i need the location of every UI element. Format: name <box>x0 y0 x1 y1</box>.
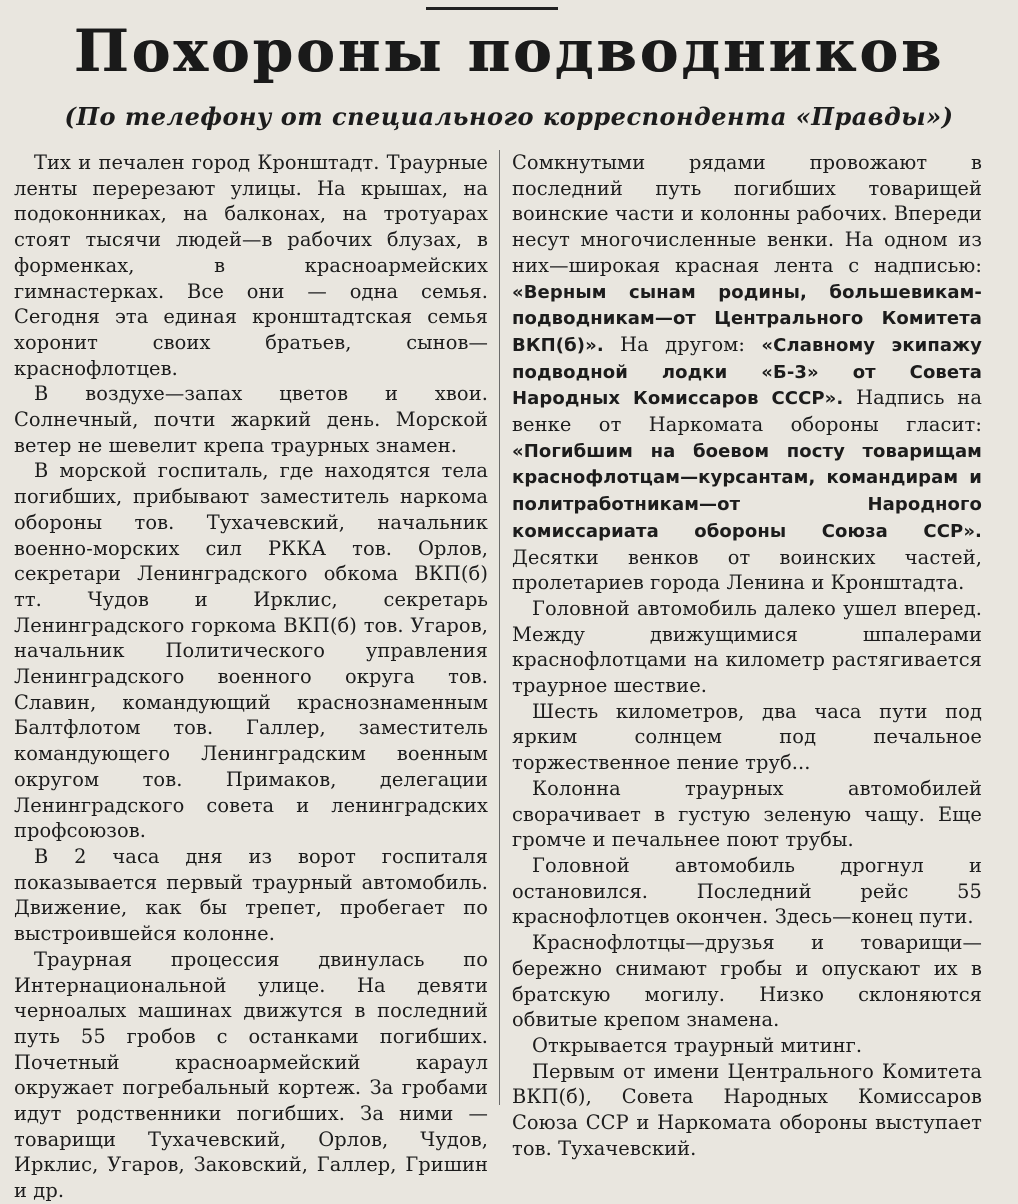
headline: Похороны подводников <box>73 17 945 85</box>
text-run: Надпись на венке от Наркомата обороны гласит: <box>512 386 982 437</box>
top-rule <box>426 7 558 10</box>
paragraph: Краснофлотцы—друзья и товарищи—бережно снимают гробы и опускают их в братскую могилу. Низко склоняются обвитые крепом знамена. <box>512 931 982 1032</box>
paragraph: Колонна траурных автомобилей сворачивает в густую зеленую чащу. Еще громче и печальнее поют трубы. <box>512 776 982 852</box>
column-divider <box>499 150 500 1105</box>
text-run: Десятки венков от воинских частей, пролетариев города Ленина и Кронштадта. <box>512 545 982 595</box>
right-column <box>512 150 982 1161</box>
paragraph: В морской госпиталь, где находятся тела погибших, прибывают заместитель наркома обороны тов. Тухачевский, начальник военно-морских сил РККА тов. Орлов, секретари Ленинградского обкома ВКП(б) тт. Чудов и Ирклис, секретарь Ленинградского горкома ВКП(б) тов. Угаров, начальник Политического управления Ленинградского военного округа тов. Славин, командующий краснознаменным Балтфлотом тов. Галлер, заместитель командующего Ленинградским военным округом тов. Примаков, делегации Ленинградского совета и ленинградских профсоюзов. <box>14 459 488 843</box>
paragraph: Головной автомобиль дрогнул и остановился. Последний рейс 55 краснофлотцев окончен. Здесь—конец пути. <box>512 853 982 929</box>
text-run: На другом: <box>603 332 762 356</box>
subtitle: (По телефону от специального корреспондента «Правды») <box>64 102 954 131</box>
paragraph: Головной автомобиль далеко ушел вперед. Между движущимися шпалерами краснофлотцами на километр растягивается траурное шествие. <box>512 596 982 698</box>
paragraph: Открывается траурный митинг. <box>532 1033 863 1057</box>
paragraph: Траурная процессия двинулась по Интернациональной улице. На девяти черноалых машинах движутся в последний путь 55 гробов с останками погибших. Почетный красноармейский караул окружает погребальный кортеж. За гробами идут родственники погибших. За ними — товарищи Тухачевский, Орлов, Чудов, Ирклис, Угаров, Заковский, Галлер, Гришин и др. <box>14 947 488 1203</box>
paragraph: В воздухе—запах цветов и хвои. Солнечный, почти жаркий день. Морской ветер не шевелит крепа траурных знамен. <box>14 382 488 457</box>
wreath-inscription-snk: «Славному экипажу подводной лодки «Б-3» от Совета Народных Комиссаров СССР». <box>512 334 982 410</box>
text-run: Сомкнутыми рядами провожают в последний путь погибших товарищей воинские части и колонны рабочих. Впереди несут многочисленные венки. На одном из них—широкая красная лента с надписью: <box>512 151 982 277</box>
wreath-inscription-nko: «Погибшим на боевом посту товарищам краснофлотцам—курсантам, командирам и политработникам—от Народного комиссариата обороны Союза ССР». <box>512 440 982 542</box>
left-column <box>14 150 488 1204</box>
paragraph: В 2 часа дня из ворот госпиталя показывается первый траурный автомобиль. Движение, как бы трепет, пробегает по выстроившейся колонне. <box>14 844 488 946</box>
paragraph-wreaths <box>512 150 982 596</box>
wreath-inscription-cc: «Верным сынам родины, большевикам-подводникам—от Центрального Комитета ВКП(б)». <box>512 281 982 356</box>
paragraph: Шесть километров, два часа пути под ярким солнцем под печальное торжественное пение труб... <box>512 699 982 775</box>
paragraph: Тих и печален город Кронштадт. Траурные ленты перерезают улицы. На крышах, на подоконниках, на балконах, на тротуарах стоят тысячи людей—в рабочих блузах, в форменках, в красноармейских гимнастерках. Все они — одна семья. Сегодня эта единая кронштадтская семья хоронит своих братьев, сынов—краснофлотцев. <box>14 151 488 380</box>
paragraph: Первым от имени Центрального Комитета ВКП(б), Совета Народных Комиссаров Союза ССР и Наркомата обороны выступает тов. Тухачевский. <box>512 1059 982 1160</box>
